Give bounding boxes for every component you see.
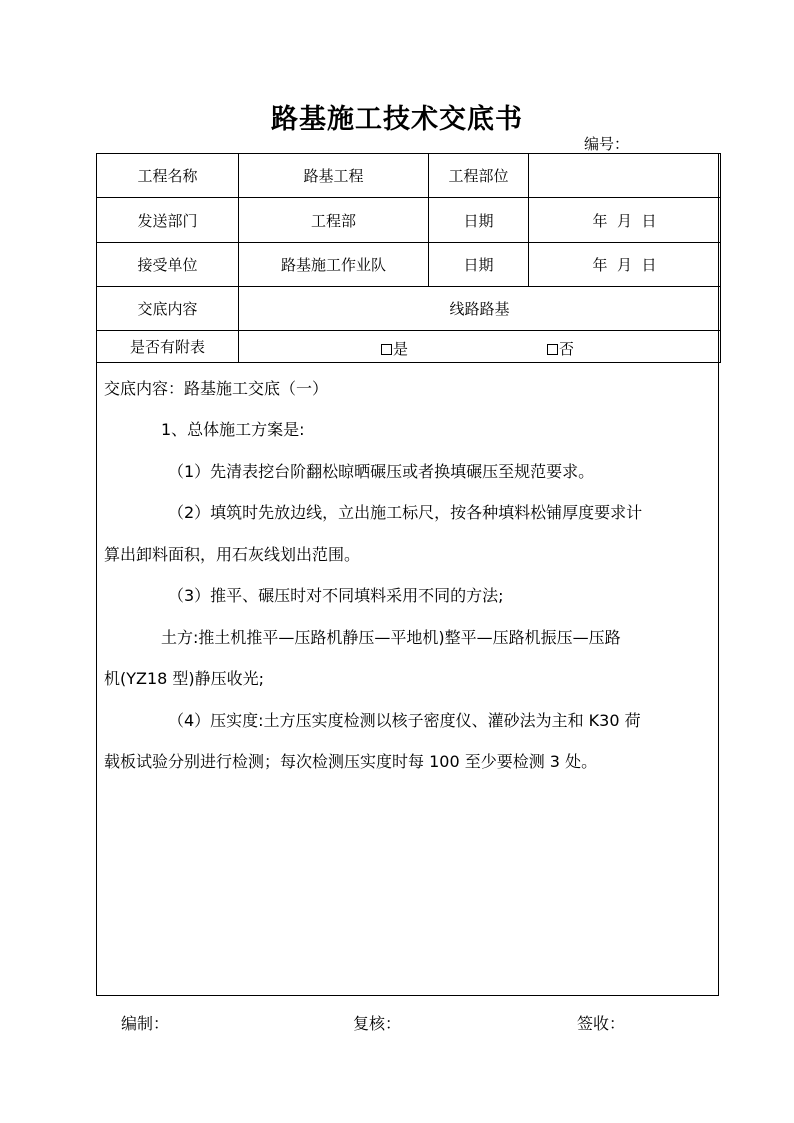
receive-date-label: 日期 bbox=[429, 243, 529, 287]
serial-number-label: 编号： bbox=[584, 135, 630, 153]
receive-date-value: 年 月 日 bbox=[529, 243, 721, 287]
received-by-label: 签收： bbox=[577, 1014, 626, 1033]
compiled-by-label: 编制： bbox=[121, 1014, 170, 1033]
body-line: （2）填筑时先放边线，立出施工标尺，按各种填料松铺厚度要求计 bbox=[168, 503, 643, 522]
receiving-unit-value: 路基施工作业队 bbox=[239, 243, 429, 287]
project-part-value bbox=[529, 154, 721, 198]
table-row bbox=[97, 154, 721, 198]
body-line: 土方:推土机推平—压路机静压—平地机)整平—压路机振压—压路 bbox=[161, 628, 621, 647]
sending-dept-value: 工程部 bbox=[239, 198, 429, 243]
body-line: 载板试验分别进行检测；每次检测压实度时每 100 至少要检测 3 处。 bbox=[104, 752, 598, 771]
option-no-label: 否 bbox=[559, 339, 575, 358]
body-heading: 交底内容：路基施工交底（一） bbox=[104, 379, 329, 398]
attachment-label: 是否有附表 bbox=[97, 331, 239, 363]
body-line: 1、总体施工方案是: bbox=[161, 420, 305, 439]
briefing-content-label: 交底内容 bbox=[97, 287, 239, 331]
receiving-unit-label: 接受单位 bbox=[97, 243, 239, 287]
body-line: 算出卸料面积，用石灰线划出范围。 bbox=[104, 545, 361, 564]
body-line: （1）先清表挖台阶翻松晾晒碾压或者换填碾压至规范要求。 bbox=[168, 462, 595, 481]
project-part-label: 工程部位 bbox=[429, 154, 529, 198]
checkbox-yes[interactable] bbox=[381, 344, 392, 355]
send-date-label: 日期 bbox=[429, 198, 529, 243]
table-row bbox=[97, 331, 721, 363]
table-row bbox=[97, 198, 721, 243]
document-title: 路基施工技术交底书 bbox=[271, 104, 523, 135]
checkbox-no[interactable] bbox=[547, 344, 558, 355]
project-name-value: 路基工程 bbox=[239, 154, 429, 198]
body-line: 机(YZ18 型)静压收光; bbox=[104, 669, 265, 688]
table-row bbox=[97, 243, 721, 287]
briefing-content-value: 线路路基 bbox=[239, 287, 721, 331]
table-row bbox=[97, 287, 721, 331]
project-name-label: 工程名称 bbox=[97, 154, 239, 198]
sending-dept-label: 发送部门 bbox=[97, 198, 239, 243]
option-yes-label: 是 bbox=[393, 339, 409, 358]
body-line: （4）压实度:土方压实度检测以核子密度仪、灌砂法为主和 K30 荷 bbox=[168, 711, 641, 730]
attachment-options bbox=[239, 331, 721, 363]
send-date-value: 年 月 日 bbox=[529, 198, 721, 243]
body-line: （3）推平、碾压时对不同填料采用不同的方法; bbox=[168, 586, 504, 605]
reviewed-by-label: 复核： bbox=[353, 1014, 402, 1033]
info-table bbox=[96, 153, 721, 363]
